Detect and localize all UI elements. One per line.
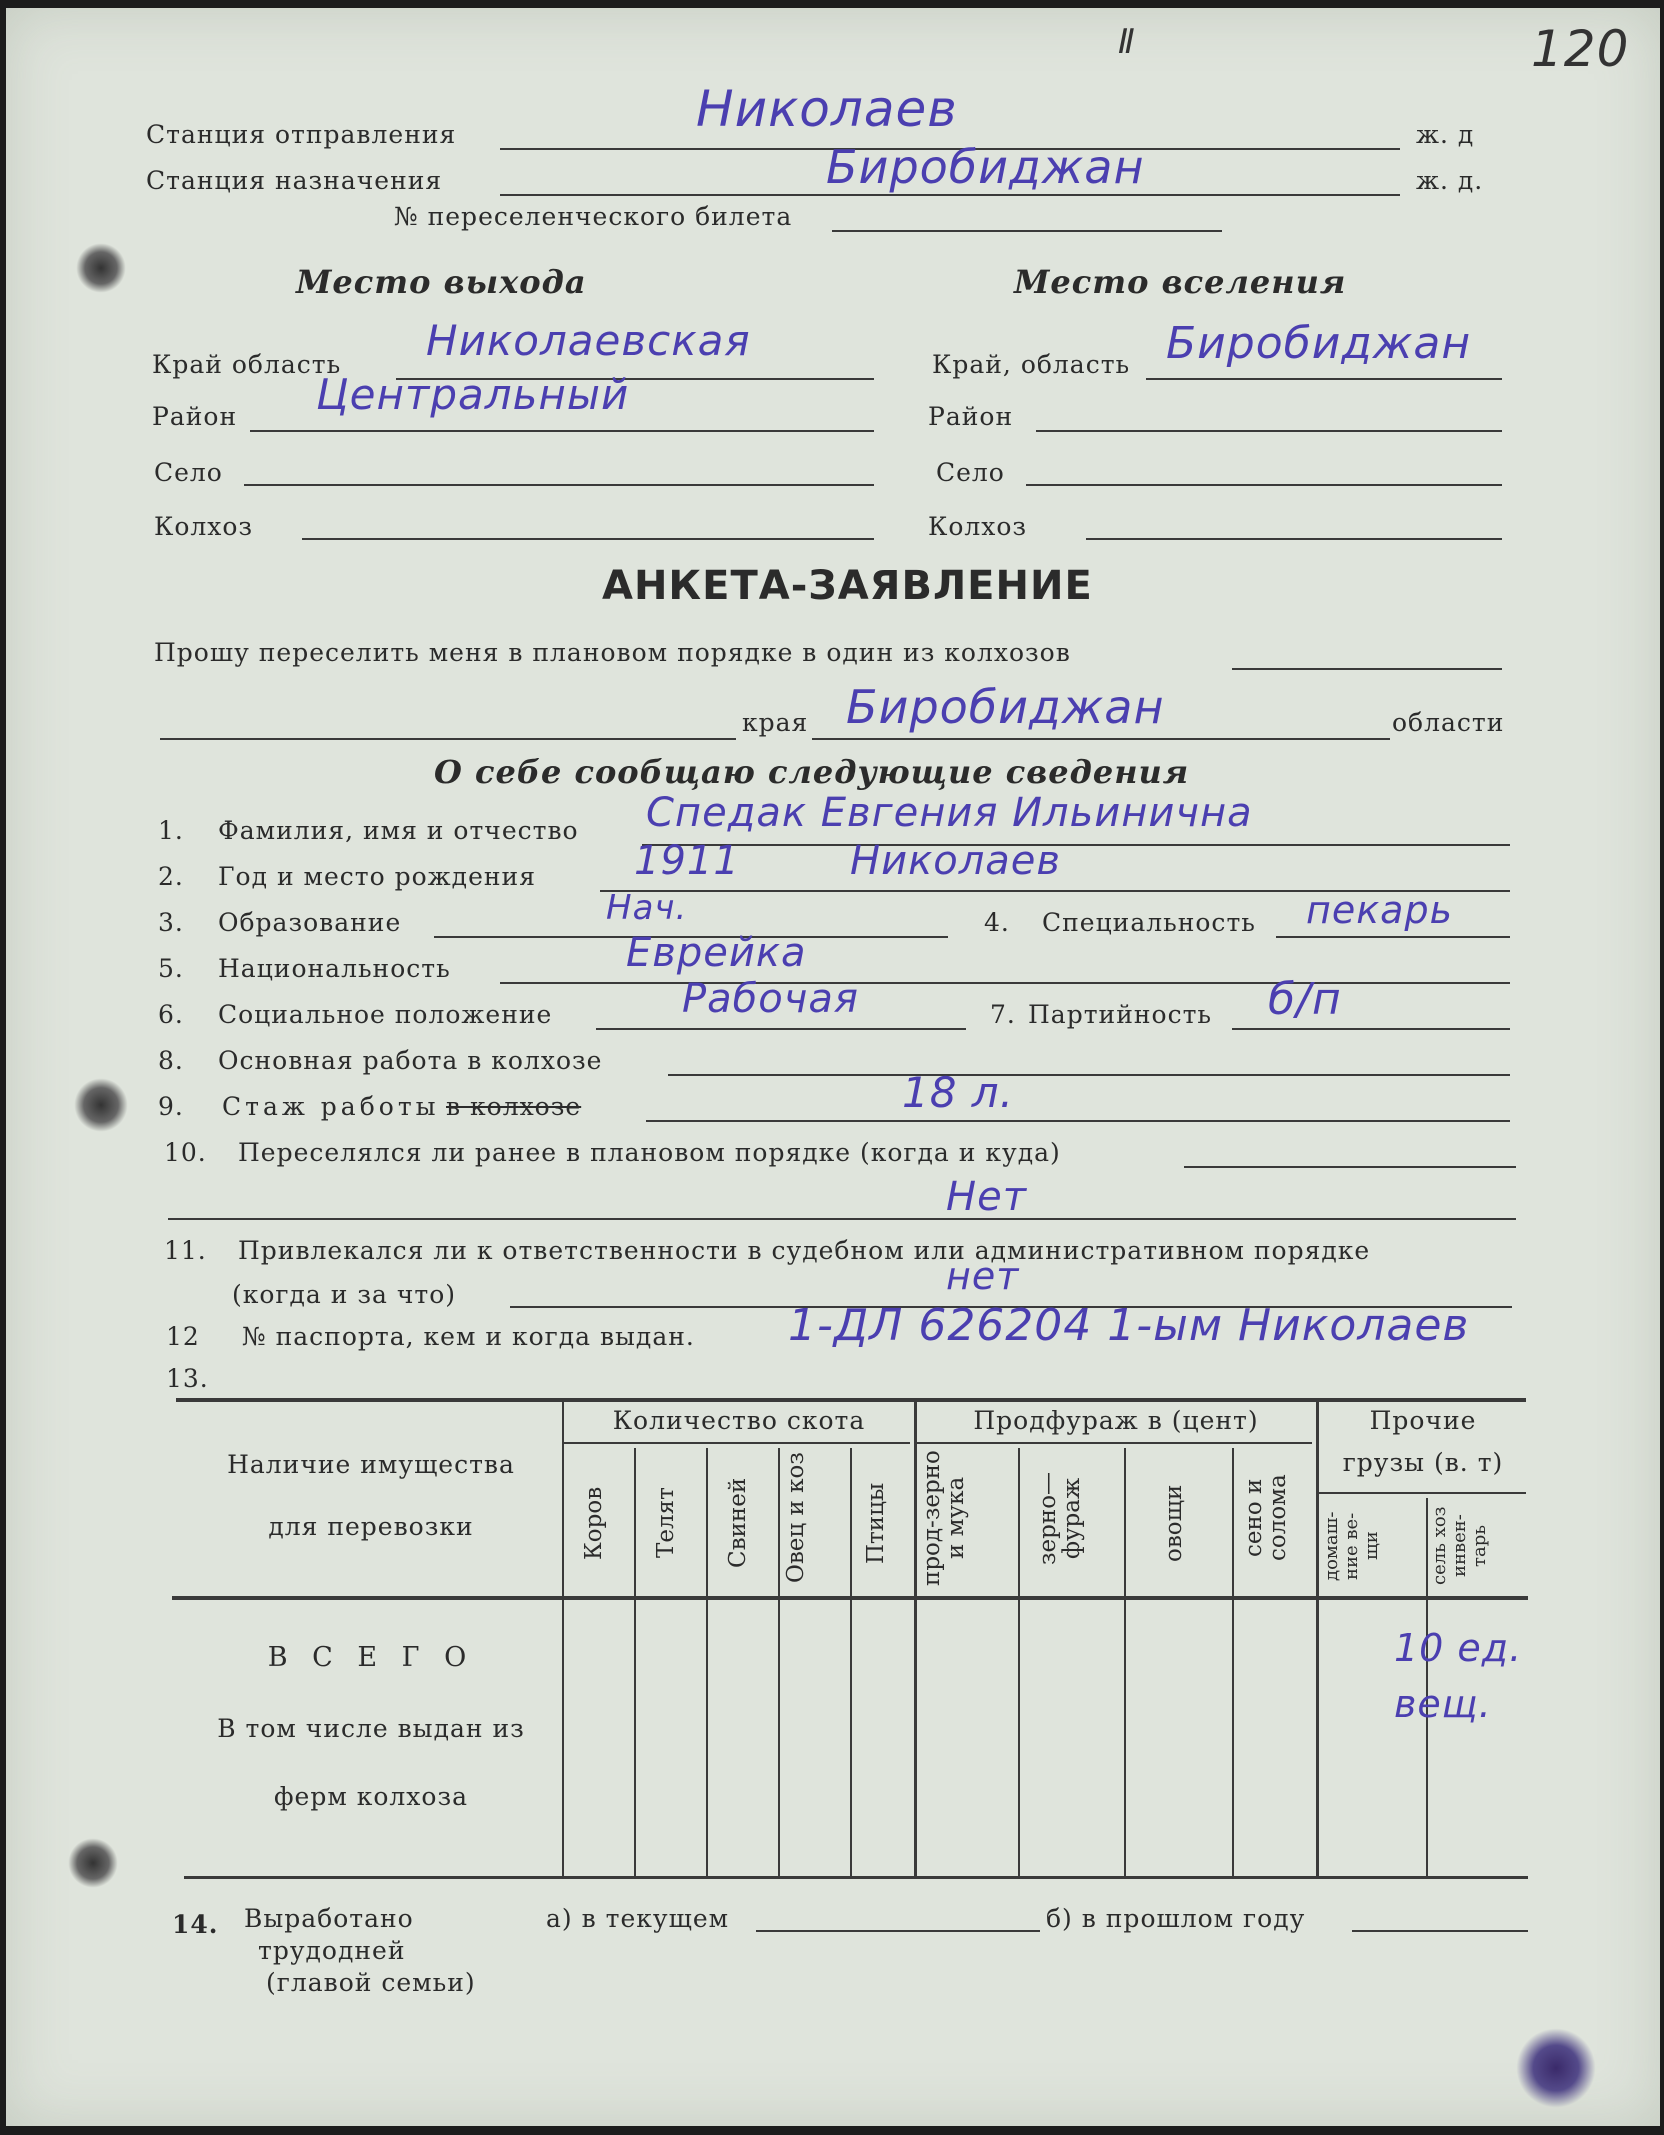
field-3-label: Образование <box>218 908 402 937</box>
col-header-household: домаш-ние ве-щи <box>1321 1511 1382 1581</box>
field-4-num: 4. <box>984 908 1010 937</box>
field-1-num: 1. <box>158 816 184 845</box>
field-12-num: 12 <box>166 1322 200 1351</box>
col-header-pigs: Свиней <box>725 1477 751 1569</box>
field-9-line <box>646 1120 1510 1122</box>
col-divider <box>850 1448 852 1876</box>
field-12-value: 1-ДЛ 626204 1-ым Николаев <box>788 1300 1470 1351</box>
other-group-header-1: Прочие <box>1369 1406 1477 1435</box>
field-8-line <box>668 1074 1510 1076</box>
field-4-line <box>1276 936 1510 938</box>
field-10-line-2 <box>168 1218 1516 1220</box>
workdays-label-1: Выработано <box>244 1904 414 1933</box>
field-6-num: 6. <box>158 1000 184 1029</box>
destination-station-value: Биробиджан <box>826 140 1145 194</box>
request-oblasti: области <box>1392 708 1505 737</box>
request-value: Биробиджан <box>846 680 1165 734</box>
col-divider <box>778 1448 780 1876</box>
table-top-border <box>176 1398 1526 1402</box>
fodder-group-header: Продфураж в (цент) <box>973 1406 1259 1435</box>
field-5-line <box>500 982 1510 984</box>
punch-hole <box>68 1838 118 1888</box>
col-header-grain-fodder: зерно—фураж <box>1035 1471 1085 1565</box>
field-10-num: 10. <box>164 1138 207 1167</box>
destination-kolkhoz-line <box>1086 538 1502 540</box>
form-sheet <box>6 8 1660 2126</box>
destination-rail: ж. д. <box>1416 166 1484 195</box>
total-label: В С Е Г О <box>267 1642 475 1673</box>
field-10-label: Переселялся ли ранее в плановом порядке (когда и куда) <box>238 1138 1061 1167</box>
page-number: 120 <box>1531 20 1630 78</box>
origin-kolkhoz-label: Колхоз <box>154 512 254 541</box>
col-divider <box>1316 1398 1319 1876</box>
field-2-place: Николаев <box>850 838 1061 884</box>
destination-district-line <box>1036 430 1502 432</box>
col-header-hay-straw: сено и солома <box>1241 1474 1291 1562</box>
col-header-cows: Коров <box>581 1486 607 1560</box>
top-mark: Ⅱ <box>1118 22 1136 62</box>
request-text: Прошу переселить меня в плановом порядке в один из колхозов <box>154 638 1071 667</box>
destination-heading: Место вселения <box>1014 263 1347 301</box>
origin-region-value: Николаевская <box>426 316 751 365</box>
punch-hole <box>76 243 126 293</box>
field-4-value: пекарь <box>1306 888 1453 932</box>
field-2-year: 1911 <box>634 838 740 884</box>
field-1-label: Фамилия, имя и отчество <box>218 816 579 845</box>
field-4-label: Специальность <box>1042 908 1256 937</box>
col-header-calves: Телят <box>653 1487 679 1559</box>
field-6-value: Рабочая <box>682 976 859 1022</box>
field-9-value: 18 л. <box>902 1068 1014 1117</box>
field-10-line <box>1184 1166 1516 1168</box>
destination-station-label: Станция назначения <box>146 166 443 195</box>
ink-blot <box>1516 2028 1596 2108</box>
section-heading: О себе сообщаю следующие сведения <box>434 753 1190 791</box>
other-group-line <box>1318 1492 1526 1494</box>
ticket-label: № переселенческого билета <box>394 202 793 231</box>
field-1-value: Спедак Евгения Ильинична <box>646 790 1253 836</box>
field-2-label: Год и место рождения <box>218 862 536 891</box>
field-8-num: 8. <box>158 1046 184 1075</box>
origin-village-line <box>244 484 874 486</box>
request-line-2 <box>160 738 736 740</box>
col-divider <box>1124 1448 1126 1876</box>
col-divider <box>914 1398 917 1876</box>
col-divider <box>562 1398 564 1876</box>
origin-heading: Место выхода <box>296 263 587 301</box>
departure-station-label: Станция отправления <box>146 120 457 149</box>
col-header-farm-tools: сель хоз инвен-тарь <box>1429 1506 1490 1586</box>
origin-kolkhoz-line <box>302 538 874 540</box>
workdays-current-label: а) в текущем <box>546 1904 730 1933</box>
field-10-value: Нет <box>946 1174 1027 1220</box>
destination-village-label: Село <box>936 458 1005 487</box>
field-6-line <box>596 1028 966 1030</box>
field-11-label-2: (когда и за что) <box>232 1280 457 1309</box>
field-1-line <box>642 844 1510 846</box>
row-header-line-1: Наличие имущества <box>227 1450 515 1479</box>
field-7-num: 7. <box>990 1000 1016 1029</box>
field-5-value: Еврейка <box>626 930 807 976</box>
field-11-label: Привлекался ли к ответственности в судебном или административном порядке <box>238 1236 1371 1265</box>
field-11-num: 11. <box>164 1236 207 1265</box>
field-9-struck: в колхозе <box>446 1092 582 1121</box>
destination-region-label: Край, область <box>932 350 1131 379</box>
col-header-poultry: Птицы <box>863 1482 889 1564</box>
destination-region-value: Биробиджан <box>1166 318 1472 369</box>
field-5-label: Национальность <box>218 954 451 983</box>
workdays-previous-label: б) в прошлом году <box>1046 1904 1306 1933</box>
workdays-label-2: трудодней <box>258 1936 406 1965</box>
other-value: 10 ед. вещ. <box>1394 1626 1523 1726</box>
request-kraya: края <box>742 708 809 737</box>
field-13-num: 13. <box>166 1364 209 1393</box>
included-label: В том числе выдан из <box>217 1714 525 1743</box>
destination-district-label: Район <box>928 402 1014 431</box>
field-7-line <box>1232 1028 1510 1030</box>
request-line-3 <box>812 738 1390 740</box>
farm-label: ферм колхоза <box>273 1782 468 1811</box>
field-7-label: Партийность <box>1028 1000 1213 1029</box>
destination-region-line <box>1146 378 1502 380</box>
field-2-num: 2. <box>158 862 184 891</box>
field-6-label: Социальное положение <box>218 1000 553 1029</box>
field-11-value: нет <box>946 1254 1020 1298</box>
departure-station-value: Николаев <box>696 80 958 138</box>
form-title: АНКЕТА-ЗАЯВЛЕНИЕ <box>602 563 1093 609</box>
col-header-grain-flour: прод-зерно и мука <box>919 1450 969 1586</box>
field-8-label: Основная работа в колхозе <box>218 1046 603 1075</box>
destination-village-line <box>1026 484 1502 486</box>
col-divider <box>634 1448 636 1876</box>
row-header-line-2: для перевозки <box>268 1512 474 1541</box>
destination-kolkhoz-label: Колхоз <box>928 512 1028 541</box>
ticket-line <box>832 230 1222 232</box>
field-5-num: 5. <box>158 954 184 983</box>
origin-village-label: Село <box>154 458 223 487</box>
workdays-num: 14. <box>172 1910 219 1939</box>
col-divider <box>1232 1448 1234 1876</box>
table-bottom-border <box>184 1876 1528 1879</box>
origin-district-line <box>250 430 874 432</box>
col-divider <box>1018 1448 1020 1876</box>
workdays-previous-line <box>1352 1930 1528 1932</box>
origin-district-value: Центральный <box>316 370 630 419</box>
col-header-sheep-goats: Овец и коз <box>783 1452 809 1584</box>
request-line-1 <box>1232 668 1502 670</box>
col-header-vegetables: овощи <box>1161 1484 1187 1562</box>
departure-rail: ж. д <box>1416 120 1475 149</box>
field-3-num: 3. <box>158 908 184 937</box>
origin-region-label: Край область <box>152 350 342 379</box>
punch-hole <box>74 1078 128 1132</box>
field-12-label: № паспорта, кем и когда выдан. <box>242 1322 695 1351</box>
origin-district-label: Район <box>152 402 238 431</box>
field-7-value: б/п <box>1268 974 1342 1025</box>
other-group-header-2: грузы (в. т) <box>1342 1448 1504 1477</box>
workdays-label-3: (главой семьи) <box>266 1968 476 1997</box>
field-3-value: Нач. <box>606 888 688 928</box>
col-divider <box>706 1448 708 1876</box>
field-9-num: 9. <box>158 1092 184 1121</box>
workdays-current-line <box>756 1930 1040 1932</box>
fodder-group-line <box>914 1442 1312 1444</box>
livestock-group-line <box>564 1442 910 1444</box>
destination-station-line <box>500 194 1400 196</box>
livestock-group-header: Количество скота <box>612 1406 866 1435</box>
field-9-label: Стаж работы <box>222 1092 440 1121</box>
